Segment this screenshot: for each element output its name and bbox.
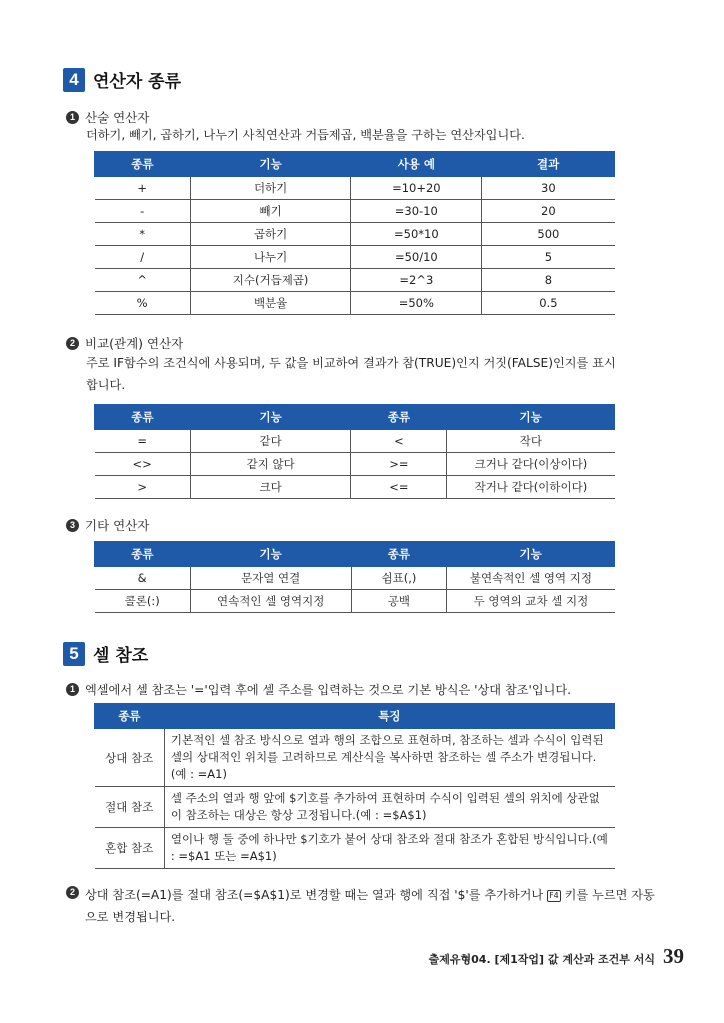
header-cell: 기능 [447, 405, 615, 430]
circled-number-icon: 2 [66, 337, 79, 350]
table-cell: 공백 [351, 590, 447, 613]
table-cell: 20 [482, 200, 615, 223]
table-header-row [95, 542, 615, 567]
table-cell: / [95, 246, 191, 269]
f4-key-icon: F4 [549, 890, 559, 900]
subsection-other-heading [66, 516, 149, 534]
table-cell: 같지 않다 [190, 453, 351, 476]
page-number: 39 [663, 944, 684, 968]
arithmetic-description: 더하기, 빼기, 곱하기, 나누기 사칙연산과 거듭제곱, 백분율을 구하는 연산자입니다. [86, 128, 525, 142]
table-cell: =50% [351, 292, 482, 315]
section-5-heading [63, 641, 148, 666]
table-row [95, 269, 615, 292]
table-cell: 콜론(:) [95, 590, 191, 613]
table-row [95, 177, 615, 200]
table-cell: - [95, 200, 191, 223]
table-cell: 크다 [190, 476, 351, 499]
page-footer [429, 944, 684, 969]
table-row [95, 223, 615, 246]
section-number-badge: 5 [63, 642, 85, 666]
header-cell: 사용 예 [351, 152, 482, 177]
table-cell: 문자열 연결 [190, 567, 351, 590]
table-cell: =50/10 [351, 246, 482, 269]
cell-reference-description: 엑셀에서 셀 참조는 '='입력 후에 셀 주소를 입력하는 것으로 기본 방식은 '상대 참조'입니다. [85, 683, 572, 697]
header-cell: 특징 [164, 704, 614, 729]
section-4-heading [63, 67, 181, 92]
cell-reference-table [94, 703, 615, 869]
table-cell: 혼합 참조 [95, 828, 165, 869]
table-row [95, 246, 615, 269]
table-header-row [95, 152, 615, 177]
table-cell: 더하기 [190, 177, 351, 200]
table-cell: ^ [95, 269, 191, 292]
table-cell: 두 영역의 교차 셀 지정 [447, 590, 615, 613]
comparison-operators-table [94, 404, 615, 499]
table-cell: 곱하기 [190, 223, 351, 246]
section-title: 연산자 종류 [93, 72, 182, 92]
table-cell: 셀 주소의 열과 행 앞에 $기호를 추가하여 표현하며 수식이 입력된 셀의 위치에 상관없이 참조하는 대상은 항상 고정됩니다.(예 : =$A$1) [164, 787, 614, 828]
subsection-title: 기타 연산자 [85, 518, 150, 533]
header-cell: 종류 [95, 542, 191, 567]
table-row [95, 590, 615, 613]
section-title: 셀 참조 [93, 646, 149, 666]
other-operators-table [94, 541, 615, 613]
arithmetic-operators-table [94, 151, 615, 315]
shortcut-note [66, 884, 665, 928]
shortcut-text-before: 상대 참조(=A1)를 절대 참조(=$A$1)로 변경할 때는 열과 행에 직접 '$'를 추가하거나 [85, 888, 548, 902]
table-cell: + [95, 177, 191, 200]
table-row [95, 828, 615, 869]
table-cell: 열이나 행 둘 중에 하나만 $기호가 붙어 상대 참조와 절대 참조가 혼합된 방식입니다.(예 : =$A1 또는 =A$1) [164, 828, 614, 869]
table-cell: =2^3 [351, 269, 482, 292]
header-cell: 종류 [351, 405, 447, 430]
table-cell: % [95, 292, 191, 315]
shortcut-description [85, 884, 665, 928]
table-row [95, 567, 615, 590]
header-cell: 기능 [190, 542, 351, 567]
circled-number-icon: 2 [66, 886, 79, 899]
table-cell: * [95, 223, 191, 246]
subsection-comparison-heading [66, 334, 183, 352]
table-header-row [95, 704, 615, 729]
table-cell: <= [351, 476, 447, 499]
table-cell: 0.5 [482, 292, 615, 315]
table-row [95, 787, 615, 828]
table-cell: 지수(거듭제곱) [190, 269, 351, 292]
table-row [95, 200, 615, 223]
table-cell: 500 [482, 223, 615, 246]
circled-number-icon: 1 [66, 111, 79, 124]
table-cell: 절대 참조 [95, 787, 165, 828]
header-cell: 종류 [95, 405, 191, 430]
table-row [95, 453, 615, 476]
table-header-row [95, 405, 615, 430]
table-cell: 30 [482, 177, 615, 200]
header-cell: 종류 [351, 542, 447, 567]
table-row [95, 476, 615, 499]
circled-number-icon: 3 [66, 519, 79, 532]
table-cell: 작거나 같다(이하이다) [447, 476, 615, 499]
table-cell: =10+20 [351, 177, 482, 200]
section-number-badge: 4 [63, 68, 85, 92]
header-cell: 결과 [482, 152, 615, 177]
subsection-title: 비교(관계) 연산자 [85, 336, 184, 351]
table-cell: =50*10 [351, 223, 482, 246]
table-cell: > [95, 476, 191, 499]
table-row [95, 729, 615, 787]
table-cell: 빼기 [190, 200, 351, 223]
table-cell: 8 [482, 269, 615, 292]
table-row [95, 430, 615, 453]
table-cell: 상대 참조 [95, 729, 165, 787]
header-cell: 종류 [95, 704, 165, 729]
table-cell: & [95, 567, 191, 590]
header-cell: 기능 [190, 152, 351, 177]
table-cell: =30-10 [351, 200, 482, 223]
comparison-description: 주로 IF함수의 조건식에 사용되며, 두 값을 비교하여 결과가 참(TRUE)인지 거짓(FALSE)인지를 표시합니다. [86, 356, 616, 392]
table-cell: 작다 [447, 430, 615, 453]
table-cell: <> [95, 453, 191, 476]
table-cell: 불연속적인 셀 영역 지정 [447, 567, 615, 590]
table-cell: 연속적인 셀 영역지정 [190, 590, 351, 613]
table-cell: = [95, 430, 191, 453]
table-cell: < [351, 430, 447, 453]
table-cell: 쉼표(,) [351, 567, 447, 590]
circled-number-icon: 1 [66, 683, 79, 696]
subsection-title: 산술 연산자 [85, 110, 150, 125]
table-cell: 5 [482, 246, 615, 269]
header-cell: 기능 [190, 405, 351, 430]
header-cell: 기능 [447, 542, 615, 567]
table-cell: >= [351, 453, 447, 476]
table-row [95, 292, 615, 315]
table-cell: 같다 [190, 430, 351, 453]
table-cell: 백분율 [190, 292, 351, 315]
table-cell: 크거나 같다(이상이다) [447, 453, 615, 476]
table-cell: 기본적인 셀 참조 방식으로 열과 행의 조합으로 표현하며, 참조하는 셀과 수식이 입력된 셀의 상대적인 위치를 고려하므로 계산식을 복사하면 참조하는 셀 주소가 변경됩니다.(예 : =A1) [164, 729, 614, 787]
cell-reference-intro [66, 681, 666, 698]
header-cell: 종류 [95, 152, 191, 177]
shortcut-text-after: 키를 누르면 자동으로 변경됩니다. [85, 888, 655, 924]
footer-chapter-title: 출제유형04. [제1작업] 값 계산과 조건부 서식 [428, 953, 655, 966]
table-cell: 나누기 [190, 246, 351, 269]
